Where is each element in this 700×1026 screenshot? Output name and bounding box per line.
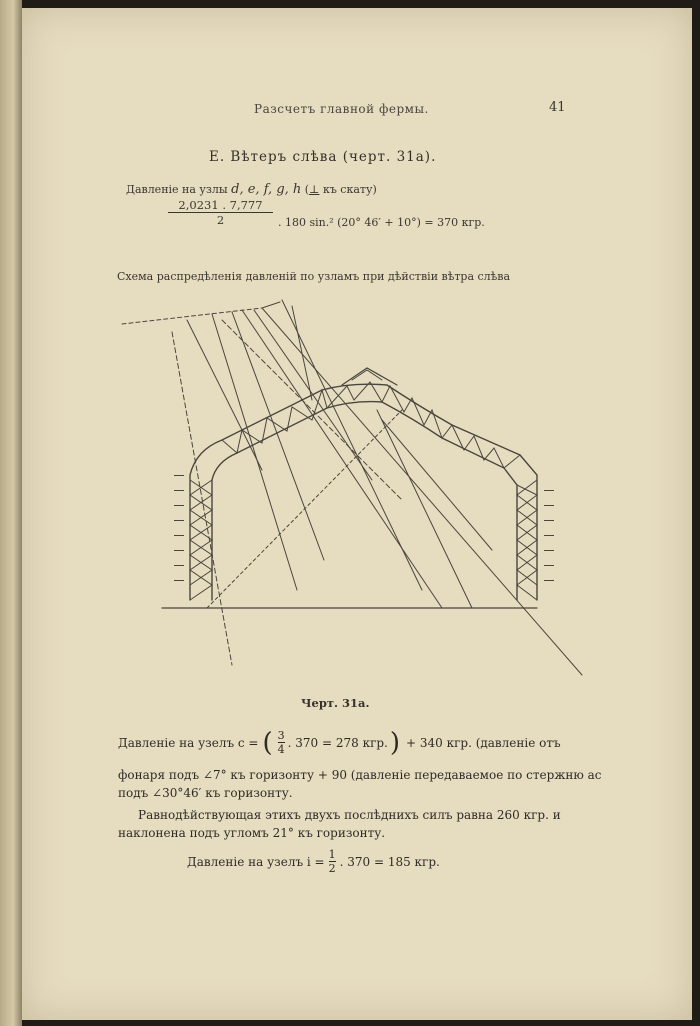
wind-line-short xyxy=(262,302,280,308)
arch-outer-chord xyxy=(190,384,537,600)
tick-left-7 xyxy=(174,565,184,566)
tick-right-2 xyxy=(544,505,554,506)
page-number: 41 xyxy=(549,100,566,115)
force-line-dashed-1 xyxy=(222,320,402,500)
force-line-10 xyxy=(292,306,312,400)
force-line-7 xyxy=(282,300,422,590)
node-c-fraction xyxy=(278,729,285,756)
equation-1-denominator: 2 xyxy=(168,212,273,227)
text-line-4: Равнодѣйствующая этихъ двухъ послѣднихъ силъ равна 260 кгр. и xyxy=(138,808,561,822)
node-i-lead: Давленіе на узелъ i = xyxy=(187,854,325,869)
node-c-lead: Давленіе на узелъ c = xyxy=(118,735,259,750)
arch-inner-chord xyxy=(212,402,517,600)
text-line-3: подъ ∠30°46′ къ горизонту. xyxy=(118,786,293,800)
pressure-nodes-line: Давленіе на узлы d, e, f, g, h (⊥ къ скату) xyxy=(126,182,377,197)
tick-left-5 xyxy=(174,535,184,536)
diagram-title: Схема распредѣленія давленій по узламъ при дѣйствіи вѣтра слѣва xyxy=(117,270,511,283)
force-line-5 xyxy=(187,320,262,470)
equation-1-fraction xyxy=(168,198,273,227)
right-column-lattice-cross xyxy=(517,485,537,585)
equation-1-rest: . 180 sin.² (20° 46′ + 10°) = 370 кгр. xyxy=(278,216,485,229)
equation-1-numerator: 2,0231 . 7,777 xyxy=(178,198,263,212)
running-title: Разсчетъ главной фермы. xyxy=(254,102,429,116)
tick-right-1 xyxy=(544,490,554,491)
text-line-5: наклонена подъ угломъ 21° къ горизонту. xyxy=(118,826,386,840)
tick-left-3 xyxy=(174,505,184,506)
force-line-3 xyxy=(232,312,324,560)
node-i-line xyxy=(187,848,440,875)
tick-right-6 xyxy=(544,565,554,566)
node-i-fraction xyxy=(329,848,336,875)
bracket-open: ( xyxy=(262,727,273,758)
tick-right-5 xyxy=(544,550,554,551)
tick-left-6 xyxy=(174,550,184,551)
truss-diagram-svg xyxy=(112,290,592,690)
force-line-dashed-3 xyxy=(207,410,402,608)
roof-lattice xyxy=(222,382,520,468)
node-c-frac-num: 3 xyxy=(277,729,285,742)
truss-force-diagram xyxy=(112,290,592,690)
nodes-list: d, e, f, g, h xyxy=(231,182,302,197)
text-line-2: фонаря подъ ∠7° къ горизонту + 90 (давленіе передаваемое по стержню ас xyxy=(118,768,602,782)
tick-left-4 xyxy=(174,520,184,521)
node-i-frac-den: 2 xyxy=(328,862,336,875)
node-i-frac-num: 1 xyxy=(328,848,336,861)
perpendicular-symbol: ⊥ xyxy=(309,183,320,196)
left-column-lattice xyxy=(190,480,212,600)
node-c-frac-den: 4 xyxy=(277,743,285,756)
book-page xyxy=(22,8,692,1020)
force-line-1 xyxy=(242,310,442,608)
tick-left-1 xyxy=(174,475,184,476)
tick-right-3 xyxy=(544,520,554,521)
figure-caption: Черт. 31а. xyxy=(301,696,370,710)
left-page-edge xyxy=(0,0,22,1026)
bracket-close: ) xyxy=(389,727,401,758)
pressure-nodes-intro: Давленіе на узлы xyxy=(126,183,228,196)
tick-left-8 xyxy=(174,580,184,581)
node-i-tail: . 370 = 185 кгр. xyxy=(339,854,440,869)
left-column-lattice-cross xyxy=(190,480,212,585)
node-c-line xyxy=(118,729,561,756)
force-line-6 xyxy=(262,308,582,675)
tick-right-4 xyxy=(544,535,554,536)
wind-line-top xyxy=(122,308,262,324)
force-line-dashed-2 xyxy=(172,332,232,665)
section-heading: E. Вѣтеръ слѣва (черт. 31а). xyxy=(209,149,437,165)
perpendicular-text: къ скату xyxy=(322,183,373,196)
node-c-inner: . 370 = 278 кгр. xyxy=(287,735,388,750)
tick-left-2 xyxy=(174,490,184,491)
right-column-lattice xyxy=(517,480,537,600)
node-c-tail: + 340 кгр. (давленіе отъ xyxy=(406,735,561,750)
tick-right-7 xyxy=(544,580,554,581)
